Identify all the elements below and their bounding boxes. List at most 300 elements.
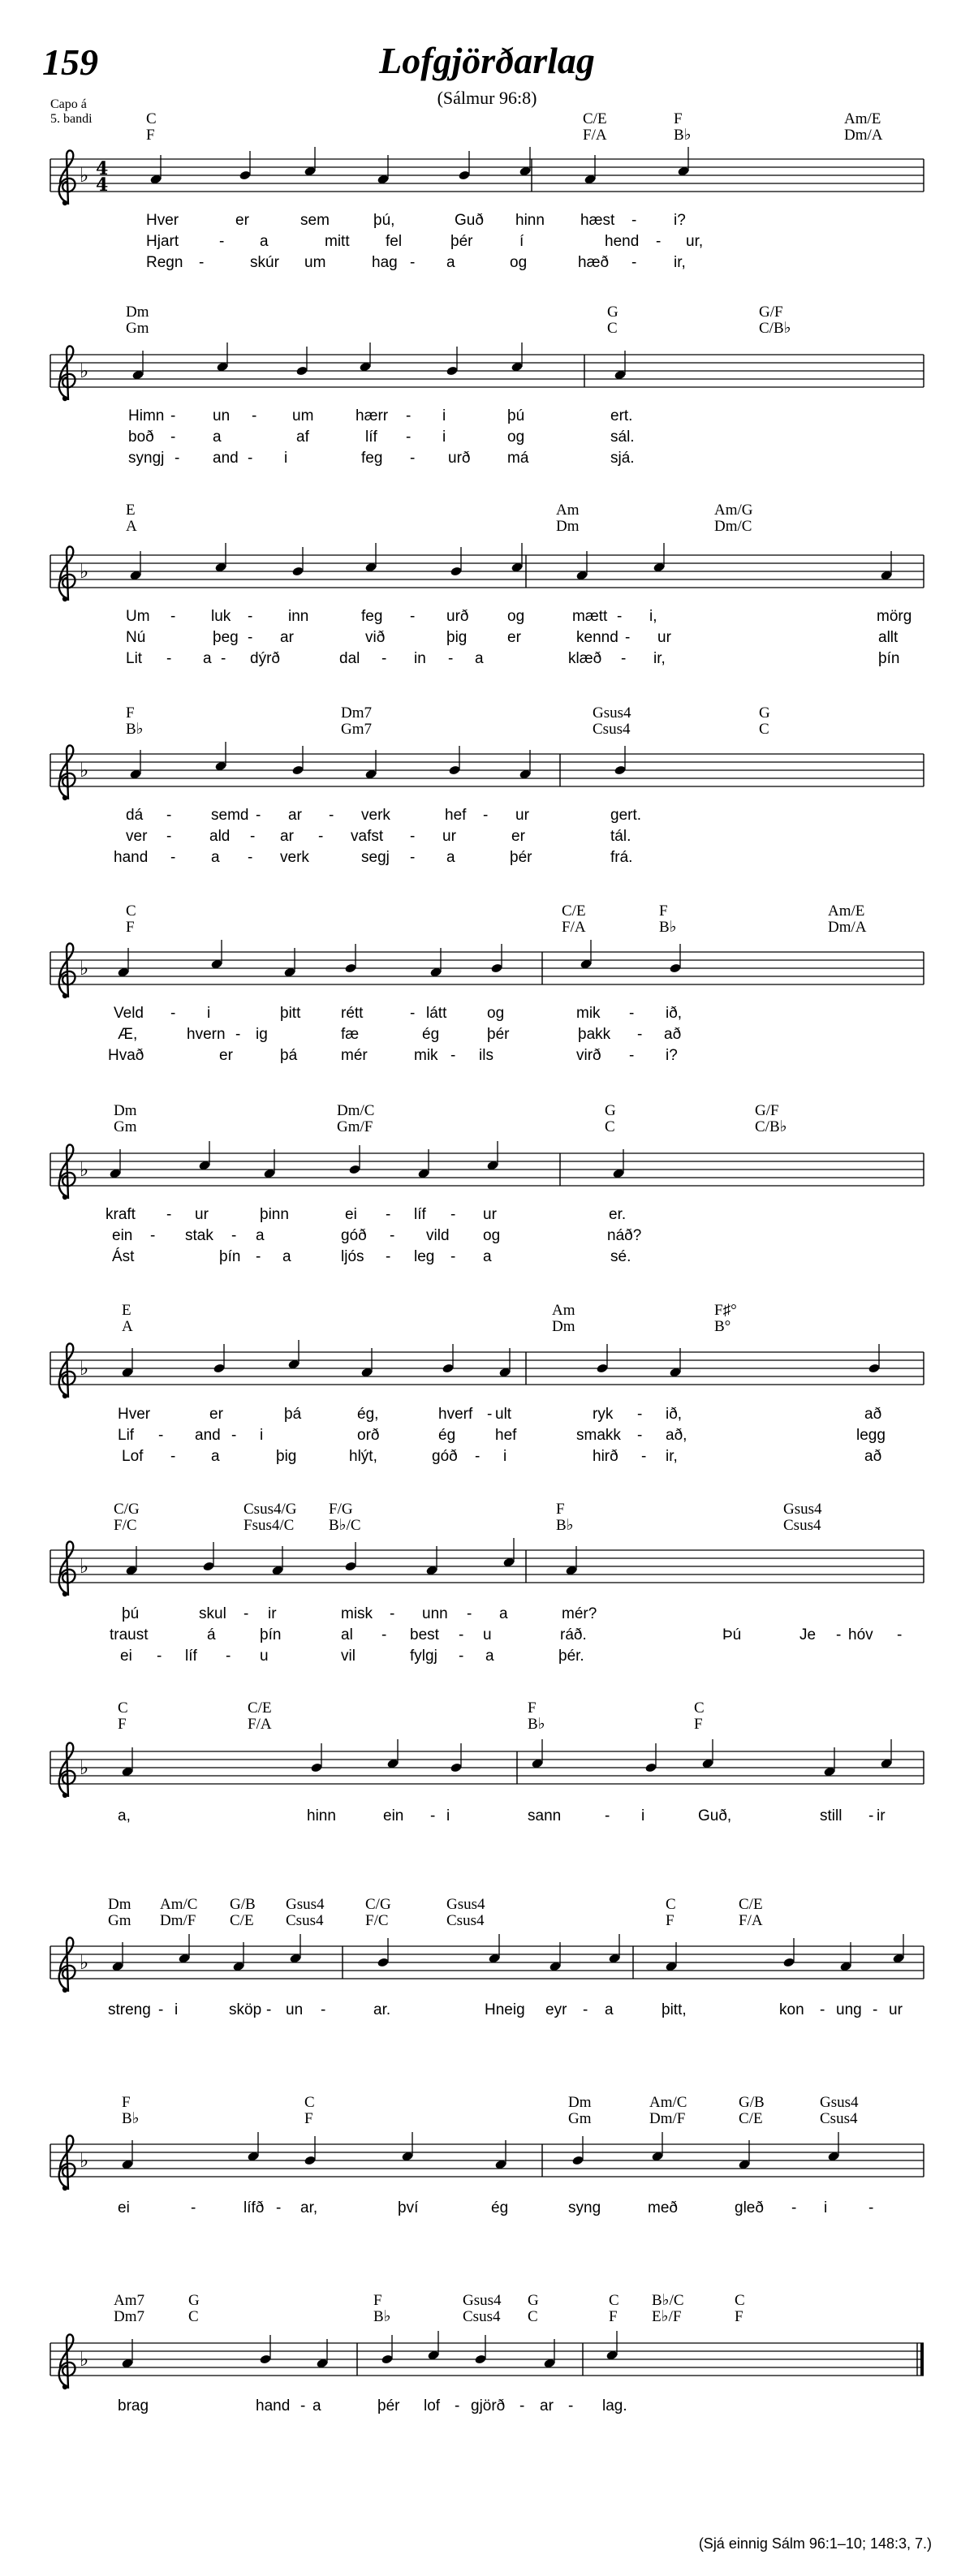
lyric-hyphen: - bbox=[248, 450, 253, 467]
chord-symbol: C bbox=[609, 2292, 619, 2309]
lyric-syllable: því bbox=[398, 2199, 419, 2216]
lyric-hyphen: - bbox=[605, 1807, 610, 1824]
chord-symbol-capo: F bbox=[735, 2308, 743, 2325]
system-1 bbox=[50, 110, 924, 271]
chord-symbol-capo: C bbox=[528, 2308, 538, 2325]
chord-symbol-capo: C bbox=[605, 1118, 615, 1135]
lyric-syllable: u bbox=[483, 1626, 492, 1643]
lyric-hyphen: - bbox=[381, 650, 387, 667]
lyric-syllable: orð bbox=[357, 1427, 380, 1444]
lyric-hyphen: - bbox=[318, 828, 324, 845]
chord-symbol: G bbox=[607, 304, 618, 321]
chord-symbol: G bbox=[605, 1102, 616, 1119]
lyric-hyphen: - bbox=[637, 1026, 643, 1043]
lyric-syllable: hef bbox=[445, 807, 467, 824]
lyric-syllable: a bbox=[499, 1605, 508, 1622]
lyric-hyphen: - bbox=[191, 2199, 196, 2216]
lyric-syllable: brag bbox=[118, 2397, 149, 2414]
lyric-hyphen: - bbox=[459, 1648, 464, 1665]
chord-symbol: C/E bbox=[583, 110, 607, 127]
lyric-syllable: mætt bbox=[572, 608, 608, 625]
lyric-syllable: Hver bbox=[146, 212, 179, 229]
chord-symbol: Am/E bbox=[828, 902, 865, 920]
chord-symbol: Gsus4 bbox=[286, 1896, 325, 1913]
chord-symbol: C bbox=[735, 2292, 745, 2309]
lyric-syllable: á bbox=[207, 1626, 216, 1643]
lyric-syllable: og bbox=[483, 1227, 501, 1244]
lyric-hyphen: - bbox=[276, 2199, 282, 2216]
lyric-syllable: hverf bbox=[438, 1406, 473, 1423]
lyric-syllable: i bbox=[503, 1448, 507, 1465]
chord-symbol-capo: Dm bbox=[552, 1318, 575, 1335]
lyric-hyphen: - bbox=[519, 2397, 525, 2414]
lyric-syllable: þín bbox=[878, 650, 900, 667]
clef-tail-dot bbox=[62, 993, 67, 998]
lyric-syllable: líf bbox=[365, 429, 377, 446]
chord-symbol-capo: F/A bbox=[248, 1716, 272, 1733]
chord-symbol: Am bbox=[556, 502, 580, 519]
chord-symbol: Am/C bbox=[160, 1896, 198, 1913]
chord-symbol-capo: A bbox=[122, 1318, 133, 1335]
lyric-hyphen: - bbox=[256, 807, 261, 824]
lyric-syllable: virð bbox=[576, 1047, 601, 1064]
lyric-hyphen: - bbox=[820, 2001, 825, 2018]
lyric-syllable: sann bbox=[528, 1807, 562, 1824]
lyric-syllable: er bbox=[209, 1406, 223, 1423]
capo-line-1: Capo á bbox=[50, 97, 87, 111]
chord-symbol: Gsus4 bbox=[783, 1501, 822, 1518]
chord-symbol-capo: Csus4 bbox=[593, 721, 631, 738]
lyric-hyphen: - bbox=[625, 629, 631, 646]
key-flat-icon: ♭ bbox=[80, 1357, 89, 1380]
lyric-syllable: þá bbox=[284, 1406, 302, 1423]
chord-symbol-capo: C/E bbox=[739, 2110, 763, 2127]
lyric-syllable: un bbox=[286, 2001, 304, 2018]
lyric-hyphen: - bbox=[248, 608, 253, 625]
chord-symbol-capo: Gm bbox=[126, 320, 149, 337]
clef-tail-dot bbox=[62, 2186, 67, 2190]
lyric-syllable: þig bbox=[446, 629, 468, 646]
system-12 bbox=[50, 2292, 924, 2414]
chord-symbol: G bbox=[528, 2292, 539, 2309]
time-signature-top: 4 bbox=[96, 158, 109, 179]
clef-tail-dot bbox=[62, 795, 67, 800]
lyric-hyphen: - bbox=[157, 1648, 162, 1665]
lyric-syllable: leg bbox=[414, 1248, 435, 1265]
chord-symbol-capo: Gm bbox=[568, 2110, 592, 2127]
lyric-syllable: a bbox=[446, 254, 455, 271]
chord-symbol: E bbox=[126, 502, 136, 519]
clef-tail-dot bbox=[62, 1592, 67, 1596]
lyric-hyphen: - bbox=[873, 2001, 878, 2018]
chord-symbol-capo: B♭/C bbox=[329, 1517, 361, 1534]
lyric-hyphen: - bbox=[637, 1406, 643, 1423]
chord-symbol-capo: E♭/F bbox=[652, 2308, 682, 2325]
lyric-syllable: Guð, bbox=[698, 1807, 732, 1824]
chord-symbol-capo: Csus4 bbox=[820, 2110, 858, 2127]
lyric-syllable: al bbox=[341, 1626, 353, 1643]
chord-symbol: G bbox=[759, 704, 770, 722]
chord-symbol: Dm/C bbox=[337, 1102, 375, 1119]
chord-symbol: G/F bbox=[759, 304, 783, 321]
lyric-syllable: sé. bbox=[610, 1248, 631, 1265]
lyric-hyphen: - bbox=[583, 2001, 588, 2018]
lyric-hyphen: - bbox=[483, 807, 489, 824]
lyric-syllable: a bbox=[203, 650, 212, 667]
lyric-syllable: gert. bbox=[610, 807, 642, 824]
lyric-syllable: og bbox=[507, 608, 525, 625]
lyric-syllable: Ást bbox=[112, 1248, 135, 1265]
lyric-syllable: gjörð bbox=[471, 2397, 506, 2414]
chord-symbol-capo: Dm/C bbox=[714, 518, 752, 535]
lyric-syllable: hinn bbox=[307, 1807, 336, 1824]
lyric-syllable: sem bbox=[300, 212, 330, 229]
system-3 bbox=[50, 502, 924, 667]
lyric-syllable: látt bbox=[426, 1005, 447, 1022]
lyric-hyphen: - bbox=[170, 849, 176, 866]
clef-tail-dot bbox=[62, 597, 67, 601]
chord-symbol: G/B bbox=[230, 1896, 256, 1913]
lyric-syllable: er bbox=[511, 828, 525, 845]
lyric-syllable: Regn bbox=[146, 254, 183, 271]
lyric-syllable: a bbox=[475, 650, 484, 667]
lyric-syllable: lífð bbox=[244, 2199, 265, 2216]
chord-symbol: Gsus4 bbox=[820, 2094, 859, 2111]
lyric-syllable: ég, bbox=[357, 1406, 379, 1423]
lyric-syllable: u bbox=[260, 1648, 269, 1665]
lyric-syllable: hag bbox=[372, 254, 398, 271]
lyric-syllable: verk bbox=[361, 807, 390, 824]
lyric-syllable: ir bbox=[877, 1807, 886, 1824]
chord-symbol-capo: F/A bbox=[583, 127, 607, 144]
lyric-syllable: þá bbox=[280, 1047, 298, 1064]
lyric-syllable: ur bbox=[889, 2001, 903, 2018]
key-flat-icon: ♭ bbox=[80, 1158, 89, 1181]
chord-symbol: Dm7 bbox=[341, 704, 372, 722]
lyric-syllable: hæst bbox=[580, 212, 615, 229]
system-5 bbox=[50, 902, 924, 1064]
lyric-syllable: þitt bbox=[280, 1005, 301, 1022]
lyric-syllable: i bbox=[446, 1807, 450, 1824]
lyric-hyphen: - bbox=[329, 807, 334, 824]
chord-symbol-capo: Csus4 bbox=[463, 2308, 501, 2325]
lyric-syllable: þér bbox=[487, 1026, 510, 1043]
lyric-syllable: um bbox=[292, 407, 314, 424]
chord-symbol: Am/G bbox=[714, 502, 753, 519]
chord-symbol: F bbox=[674, 110, 683, 127]
lyric-syllable: ég bbox=[422, 1026, 440, 1043]
lyric-syllable: þér. bbox=[558, 1648, 584, 1665]
lyric-syllable: ið, bbox=[666, 1005, 683, 1022]
lyric-syllable: þér bbox=[450, 233, 473, 250]
chord-symbol: C/G bbox=[114, 1501, 140, 1518]
lyric-hyphen: - bbox=[321, 2001, 326, 2018]
lyric-syllable: hæð bbox=[578, 254, 610, 271]
lyric-syllable: i bbox=[442, 407, 446, 424]
lyric-syllable: af bbox=[296, 429, 309, 446]
chord-symbol: Gsus4 bbox=[446, 1896, 485, 1913]
lyric-hyphen: - bbox=[467, 1605, 472, 1622]
clef-tail-dot bbox=[62, 1195, 67, 1200]
lyric-syllable: Lit bbox=[126, 650, 143, 667]
lyric-syllable: ir, bbox=[674, 254, 686, 271]
chord-symbol-capo: B° bbox=[714, 1318, 731, 1335]
lyric-hyphen: - bbox=[235, 1026, 241, 1043]
lyric-syllable: Um bbox=[126, 608, 150, 625]
chord-symbol: G/B bbox=[739, 2094, 765, 2111]
lyric-syllable: hand bbox=[256, 2397, 291, 2414]
lyric-syllable: er bbox=[235, 212, 249, 229]
lyric-syllable: i, bbox=[649, 608, 657, 625]
lyric-syllable: i bbox=[641, 1807, 645, 1824]
lyric-hyphen: - bbox=[256, 1248, 261, 1265]
lyric-hyphen: - bbox=[221, 650, 226, 667]
chord-symbol: F bbox=[122, 2094, 131, 2111]
lyric-syllable: best bbox=[410, 1626, 439, 1643]
lyric-syllable: að bbox=[864, 1406, 882, 1423]
chord-symbol: Dm bbox=[108, 1896, 131, 1913]
clef-tail-dot bbox=[62, 1394, 67, 1398]
lyric-syllable: vafst bbox=[351, 828, 384, 845]
chord-symbol-capo: B♭ bbox=[373, 2308, 391, 2325]
lyric-syllable: a bbox=[211, 1448, 220, 1465]
lyric-syllable: unn bbox=[422, 1605, 448, 1622]
lyric-syllable: Lif bbox=[118, 1427, 135, 1444]
lyric-syllable: syngj bbox=[128, 450, 165, 467]
chord-symbol: C/E bbox=[248, 1699, 272, 1717]
lyric-hyphen: - bbox=[631, 254, 637, 271]
lyric-syllable: náð? bbox=[607, 1227, 642, 1244]
lyric-syllable: að, bbox=[666, 1427, 687, 1444]
chord-symbol-capo: F bbox=[146, 127, 155, 144]
lyric-syllable: er bbox=[219, 1047, 233, 1064]
lyric-syllable: sköp bbox=[229, 2001, 262, 2018]
lyric-hyphen: - bbox=[386, 1206, 391, 1223]
lyric-syllable: ils bbox=[479, 1047, 493, 1064]
lyric-syllable: a bbox=[256, 1227, 265, 1244]
lyric-hyphen: - bbox=[231, 1227, 237, 1244]
lyric-hyphen: - bbox=[617, 608, 623, 625]
lyric-syllable: góð bbox=[341, 1227, 367, 1244]
lyric-syllable: er. bbox=[609, 1206, 627, 1223]
lyric-hyphen: - bbox=[248, 849, 253, 866]
chord-symbol-capo: Csus4 bbox=[446, 1912, 485, 1929]
lyric-syllable: hlýt, bbox=[349, 1448, 377, 1465]
lyric-hyphen: - bbox=[631, 212, 637, 229]
lyric-syllable: að bbox=[664, 1026, 682, 1043]
lyric-syllable: ur bbox=[483, 1206, 497, 1223]
lyric-hyphen: - bbox=[406, 407, 412, 424]
lyric-syllable: Hvað bbox=[108, 1047, 144, 1064]
lyric-syllable: ar bbox=[280, 629, 294, 646]
lyric-syllable: i bbox=[442, 429, 446, 446]
lyric-syllable: mörg bbox=[877, 608, 912, 625]
lyric-syllable: þeg bbox=[213, 629, 239, 646]
chord-symbol: Am/E bbox=[844, 110, 881, 127]
chord-symbol: Am7 bbox=[114, 2292, 144, 2309]
lyric-syllable: ið, bbox=[666, 1406, 683, 1423]
clef-tail-dot bbox=[62, 396, 67, 401]
lyric-syllable: góð bbox=[432, 1448, 458, 1465]
lyric-syllable: skúr bbox=[250, 254, 279, 271]
lyric-syllable: luk bbox=[211, 608, 231, 625]
lyric-hyphen: - bbox=[410, 450, 416, 467]
key-flat-icon: ♭ bbox=[80, 1555, 89, 1578]
lyric-hyphen: - bbox=[410, 254, 416, 271]
chord-symbol-capo: F/C bbox=[365, 1912, 389, 1929]
chord-symbol: F bbox=[659, 902, 668, 920]
key-flat-icon: ♭ bbox=[80, 1756, 89, 1779]
chord-symbol-capo: Gm bbox=[108, 1912, 131, 1929]
chord-symbol-capo: C bbox=[607, 320, 618, 337]
lyric-syllable: Himn bbox=[128, 407, 165, 424]
lyric-syllable: ein bbox=[112, 1227, 133, 1244]
lyric-hyphen: - bbox=[637, 1427, 643, 1444]
lyric-syllable: i? bbox=[674, 212, 686, 229]
lyric-syllable: i bbox=[207, 1005, 211, 1022]
lyric-syllable: mér bbox=[341, 1047, 368, 1064]
lyric-syllable: þakk bbox=[578, 1026, 611, 1043]
lyric-syllable: vild bbox=[426, 1227, 450, 1244]
lyric-syllable: a bbox=[312, 2397, 321, 2414]
lyric-syllable: hand bbox=[114, 849, 149, 866]
lyric-syllable: a bbox=[260, 233, 269, 250]
lyric-syllable: hinn bbox=[515, 212, 545, 229]
lyric-syllable: a bbox=[282, 1248, 291, 1265]
lyric-hyphen: - bbox=[226, 1648, 231, 1665]
lyric-syllable: Lof bbox=[122, 1448, 144, 1465]
lyric-syllable: a bbox=[211, 849, 220, 866]
lyric-hyphen: - bbox=[248, 629, 253, 646]
chord-symbol-capo: Gm7 bbox=[341, 721, 372, 738]
clef-tail-dot bbox=[62, 1793, 67, 1798]
lyric-hyphen: - bbox=[199, 254, 205, 271]
lyric-syllable: tál. bbox=[610, 828, 631, 845]
lyric-syllable: fel bbox=[386, 233, 403, 250]
lyric-syllable: þér bbox=[510, 849, 532, 866]
system-10 bbox=[50, 1896, 924, 2018]
lyric-syllable: ei bbox=[345, 1206, 357, 1223]
chord-symbol-capo: C/B♭ bbox=[755, 1118, 787, 1135]
lyric-hyphen: - bbox=[568, 2397, 574, 2414]
system-11 bbox=[50, 2094, 924, 2216]
lyric-syllable: a bbox=[605, 2001, 614, 2018]
lyric-hyphen: - bbox=[868, 1807, 874, 1824]
lyric-syllable: ljós bbox=[341, 1248, 364, 1265]
lyric-syllable: kennd bbox=[576, 629, 618, 646]
chord-symbol-capo: B♭ bbox=[126, 721, 144, 738]
hymn-subtitle: (Sálmur 96:8) bbox=[437, 88, 537, 108]
lyric-syllable: þú, bbox=[373, 212, 395, 229]
lyric-syllable: un bbox=[213, 407, 231, 424]
chord-symbol-capo: F bbox=[609, 2308, 618, 2325]
chord-symbol: C/G bbox=[365, 1896, 391, 1913]
lyric-hyphen: - bbox=[629, 1005, 635, 1022]
lyric-syllable: fylgj bbox=[410, 1648, 437, 1665]
key-flat-icon: ♭ bbox=[80, 360, 89, 382]
system-4 bbox=[50, 704, 924, 866]
chord-symbol-capo: Dm/A bbox=[828, 919, 867, 936]
lyric-hyphen: - bbox=[250, 828, 256, 845]
lyric-syllable: dýrð bbox=[250, 650, 280, 667]
lyric-hyphen: - bbox=[410, 849, 416, 866]
lyric-hyphen: - bbox=[158, 1427, 164, 1444]
lyric-syllable: skul bbox=[199, 1605, 226, 1622]
lyric-syllable: ur, bbox=[686, 233, 704, 250]
lyric-syllable: líf bbox=[414, 1206, 426, 1223]
lyric-hyphen: - bbox=[150, 1227, 156, 1244]
lyric-syllable: kraft bbox=[106, 1206, 136, 1223]
lyric-syllable: að bbox=[864, 1448, 882, 1465]
lyric-hyphen: - bbox=[406, 429, 412, 446]
lyric-syllable: verk bbox=[280, 849, 309, 866]
lyric-syllable: ur bbox=[195, 1206, 209, 1223]
lyric-hyphen: - bbox=[166, 828, 172, 845]
lyric-syllable: fæ bbox=[341, 1026, 360, 1043]
lyric-hyphen: - bbox=[175, 450, 180, 467]
lyric-syllable: ei bbox=[118, 2199, 130, 2216]
chord-symbol: Csus4/G bbox=[244, 1501, 297, 1518]
lyric-hyphen: - bbox=[170, 1005, 176, 1022]
lyric-syllable: dal bbox=[339, 650, 360, 667]
chord-symbol: F bbox=[373, 2292, 382, 2309]
lyric-syllable: urð bbox=[446, 608, 469, 625]
chord-symbol-capo: Dm bbox=[556, 518, 580, 535]
lyric-syllable: allt bbox=[878, 629, 899, 646]
lyric-syllable: frá. bbox=[610, 849, 633, 866]
chord-symbol-capo: F/A bbox=[562, 919, 586, 936]
chord-symbol-capo: B♭ bbox=[122, 2110, 140, 2127]
chord-symbol-capo: Csus4 bbox=[286, 1912, 324, 1929]
lyric-syllable: semd bbox=[211, 807, 249, 824]
lyric-syllable: sjá. bbox=[610, 450, 635, 467]
lyric-syllable: er bbox=[507, 629, 521, 646]
lyric-syllable: við bbox=[365, 629, 386, 646]
lyric-syllable: sál. bbox=[610, 429, 635, 446]
chord-symbol-capo: F/C bbox=[114, 1517, 137, 1534]
lyric-syllable: and bbox=[213, 450, 239, 467]
clef-tail-dot bbox=[62, 2384, 67, 2389]
chord-symbol: Dm bbox=[114, 1102, 137, 1119]
lyric-hyphen: - bbox=[487, 1406, 493, 1423]
key-flat-icon: ♭ bbox=[80, 2348, 89, 2371]
lyric-hyphen: - bbox=[410, 828, 416, 845]
lyric-syllable: ryk bbox=[593, 1406, 614, 1423]
key-flat-icon: ♭ bbox=[80, 957, 89, 980]
lyric-hyphen: - bbox=[170, 407, 176, 424]
lyric-syllable: i bbox=[284, 450, 288, 467]
chord-symbol: F bbox=[528, 1699, 537, 1717]
lyric-syllable: þú bbox=[507, 407, 525, 424]
key-flat-icon: ♭ bbox=[80, 560, 89, 583]
lyric-syllable: ein bbox=[383, 1807, 404, 1824]
lyric-hyphen: - bbox=[390, 1605, 395, 1622]
chord-symbol: G bbox=[188, 2292, 200, 2309]
lyric-hyphen: - bbox=[266, 2001, 272, 2018]
lyric-syllable: boð bbox=[128, 429, 154, 446]
lyric-syllable: ei bbox=[120, 1648, 132, 1665]
lyric-syllable: mitt bbox=[325, 233, 350, 250]
lyric-syllable: þér bbox=[377, 2397, 400, 2414]
chord-symbol: Dm bbox=[126, 304, 149, 321]
lyric-syllable: klæð bbox=[568, 650, 602, 667]
lyric-syllable: Je bbox=[799, 1626, 817, 1643]
lyric-syllable: ver bbox=[126, 828, 148, 845]
lyric-syllable: ar, bbox=[300, 2199, 318, 2216]
chord-symbol-capo: A bbox=[126, 518, 137, 535]
chord-symbol: C bbox=[146, 110, 157, 127]
lyric-syllable: inn bbox=[288, 608, 309, 625]
